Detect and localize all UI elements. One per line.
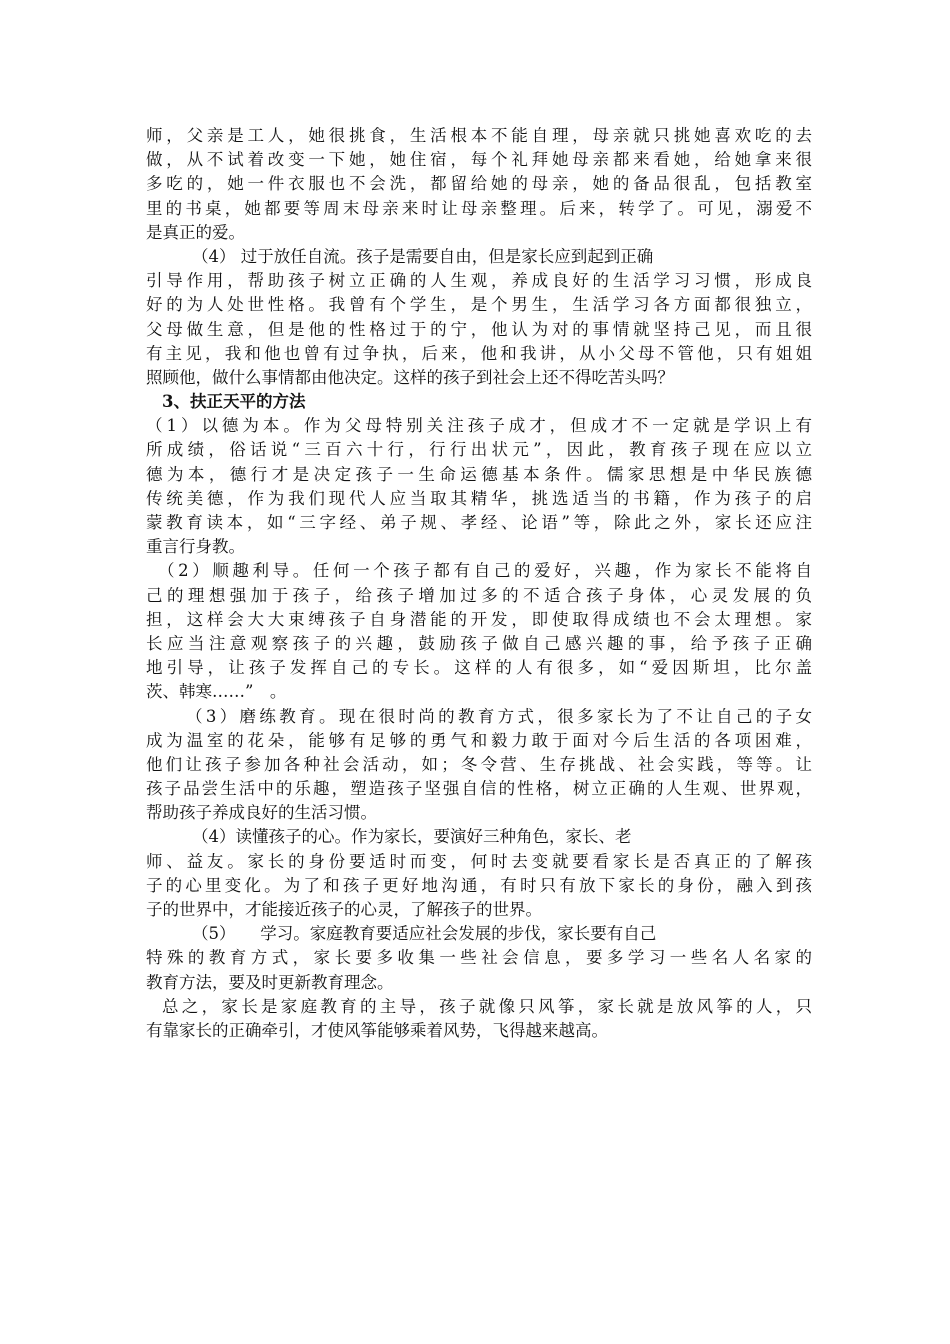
text-line: 子的心里变化。为了和孩子更好地沟通，有时只有放下家长的身份，融入到孩: [146, 875, 812, 895]
document-page: [146, 124, 812, 1043]
text-line: 师、益友。家长的身份要适时而变，何时去变就要看家长是否真正的了解孩: [146, 851, 812, 871]
text-line: 引导作用，帮助孩子树立正确的人生观，养成良好的生活学习习惯，形成良: [146, 271, 812, 291]
text-line: （5） 学习。家庭教育要适应社会发展的步伐，家长要有自己: [192, 924, 657, 944]
text-line: 成为温室的花朵，能够有足够的勇气和毅力敢于面对今后生活的各项困难，: [146, 730, 812, 750]
paragraph-virtue: [146, 414, 812, 559]
text-line: （1）以德为本。作为父母特别关注孩子成才，但成才不一定就是学识上有: [146, 416, 812, 436]
heading-methods: [146, 390, 812, 414]
text-line: （4）读懂孩子的心。作为家长，要演好三种角色，家长、老: [192, 827, 632, 847]
text-line: 教育方法，要及时更新教育理念。: [146, 972, 394, 992]
text-line: 有靠家长的正确牵引，才使风筝能够乘着风势，飞得越来越高。: [146, 1020, 608, 1040]
text-line: 帮助孩子养成良好的生活习惯。: [146, 803, 377, 823]
text-line: 总之，家长是家庭教育的主导，孩子就像只风筝，家长就是放风筝的人，只: [162, 996, 812, 1016]
text-line: 照顾他，做什么事情都由他决定。这样的孩子到社会上还不得吃苦头吗？: [146, 367, 674, 387]
text-line: 所成绩，俗话说“三百六十行，行行出状元”，因此，教育孩子现在应以立: [146, 440, 812, 460]
text-line: 蒙教育读本，如“三字经、弟子规、孝经、论语”等，除此之外，家长还应注: [146, 513, 812, 532]
text-line: 里的书桌，她都要等周末母亲来时让母亲整理。后来，转学了。可见，溺爱不: [146, 198, 812, 218]
paragraph-understanding: [146, 825, 812, 922]
text-line: 好的为人处世性格。我曾有个学生，是个男生，生活学习各方面都很独立，: [146, 295, 812, 315]
paragraph-spoiling-example: [146, 124, 812, 245]
text-line: 他们让孩子参加各种社会活动，如；冬令营、生存挑战、社会实践，等等。让: [146, 754, 812, 774]
text-line: 3、扶正天平的方法: [162, 392, 306, 412]
text-line: 己的理想强加于孩子，给孩子增加过多的不适合孩子身体，心灵发展的负: [146, 585, 812, 605]
text-line: 有主见，我和他也曾有过争执，后来，他和我讲，从小父母不管他，只有姐姐: [146, 343, 812, 363]
text-line: 担，这样会大大束缚孩子自身潜能的开发，即使取得成绩也不会太理想。家: [146, 609, 812, 629]
text-line: 地引导，让孩子发挥自己的专长。这样的人有很多，如“爱因斯坦，比尔盖: [146, 658, 812, 678]
text-line: 孩子品尝生活中的乐趣，塑造孩子坚强自信的性格，树立正确的人生观、世界观，: [146, 779, 812, 799]
text-line: 特殊的教育方式，家长要多收集一些社会信息，要多学习一些名人名家的: [146, 948, 812, 968]
paragraph-interest: [146, 559, 812, 704]
text-line: 做，从不试着改变一下她，她住宿，每个礼拜她母亲都来看她，给她拿来很: [146, 150, 812, 170]
text-line: （4） 过于放任自流。孩子是需要自由，但是家长应到起到正确: [192, 246, 654, 266]
text-line: 德为本，德行才是决定孩子一生命运德基本条件。儒家思想是中华民族德: [146, 464, 812, 484]
text-line: 重言行身教。: [146, 537, 245, 557]
text-line: 传统美德，作为我们现代人应当取其精华，挑选适当的书籍，作为孩子的启: [146, 488, 812, 508]
text-line: （3）磨练教育。现在很时尚的教育方式，很多家长为了不让自己的子女: [186, 706, 812, 726]
text-line: （2）顺趣利导。任何一个孩子都有自己的爱好，兴趣，作为家长不能将自: [158, 561, 812, 581]
paragraph-tempering: [146, 705, 812, 826]
text-line: 父母做生意，但是他的性格过于的宁，他认为对的事情就坚持己见，而且很: [146, 319, 812, 339]
text-line: 子的世界中，才能接近孩子的心灵，了解孩子的世界。: [146, 900, 542, 919]
paragraph-learning: [146, 922, 812, 995]
text-line: 长应当注意观察孩子的兴趣，鼓励孩子做自己感兴趣的事，给予孩子正确: [146, 633, 812, 653]
text-line: 多吃的，她一件衣服也不会洗，都留给她的母亲，她的备品很乱，包括教室: [146, 174, 812, 194]
paragraph-conclusion: [146, 995, 812, 1043]
text-line: 是真正的爱。: [146, 222, 245, 242]
text-line: 茨、韩寒……” 。: [146, 682, 287, 702]
text-line: 师，父亲是工人，她很挑食，生活根本不能自理，母亲就只挑她喜欢吃的去: [146, 126, 812, 145]
paragraph-laissez-faire: [146, 245, 812, 390]
